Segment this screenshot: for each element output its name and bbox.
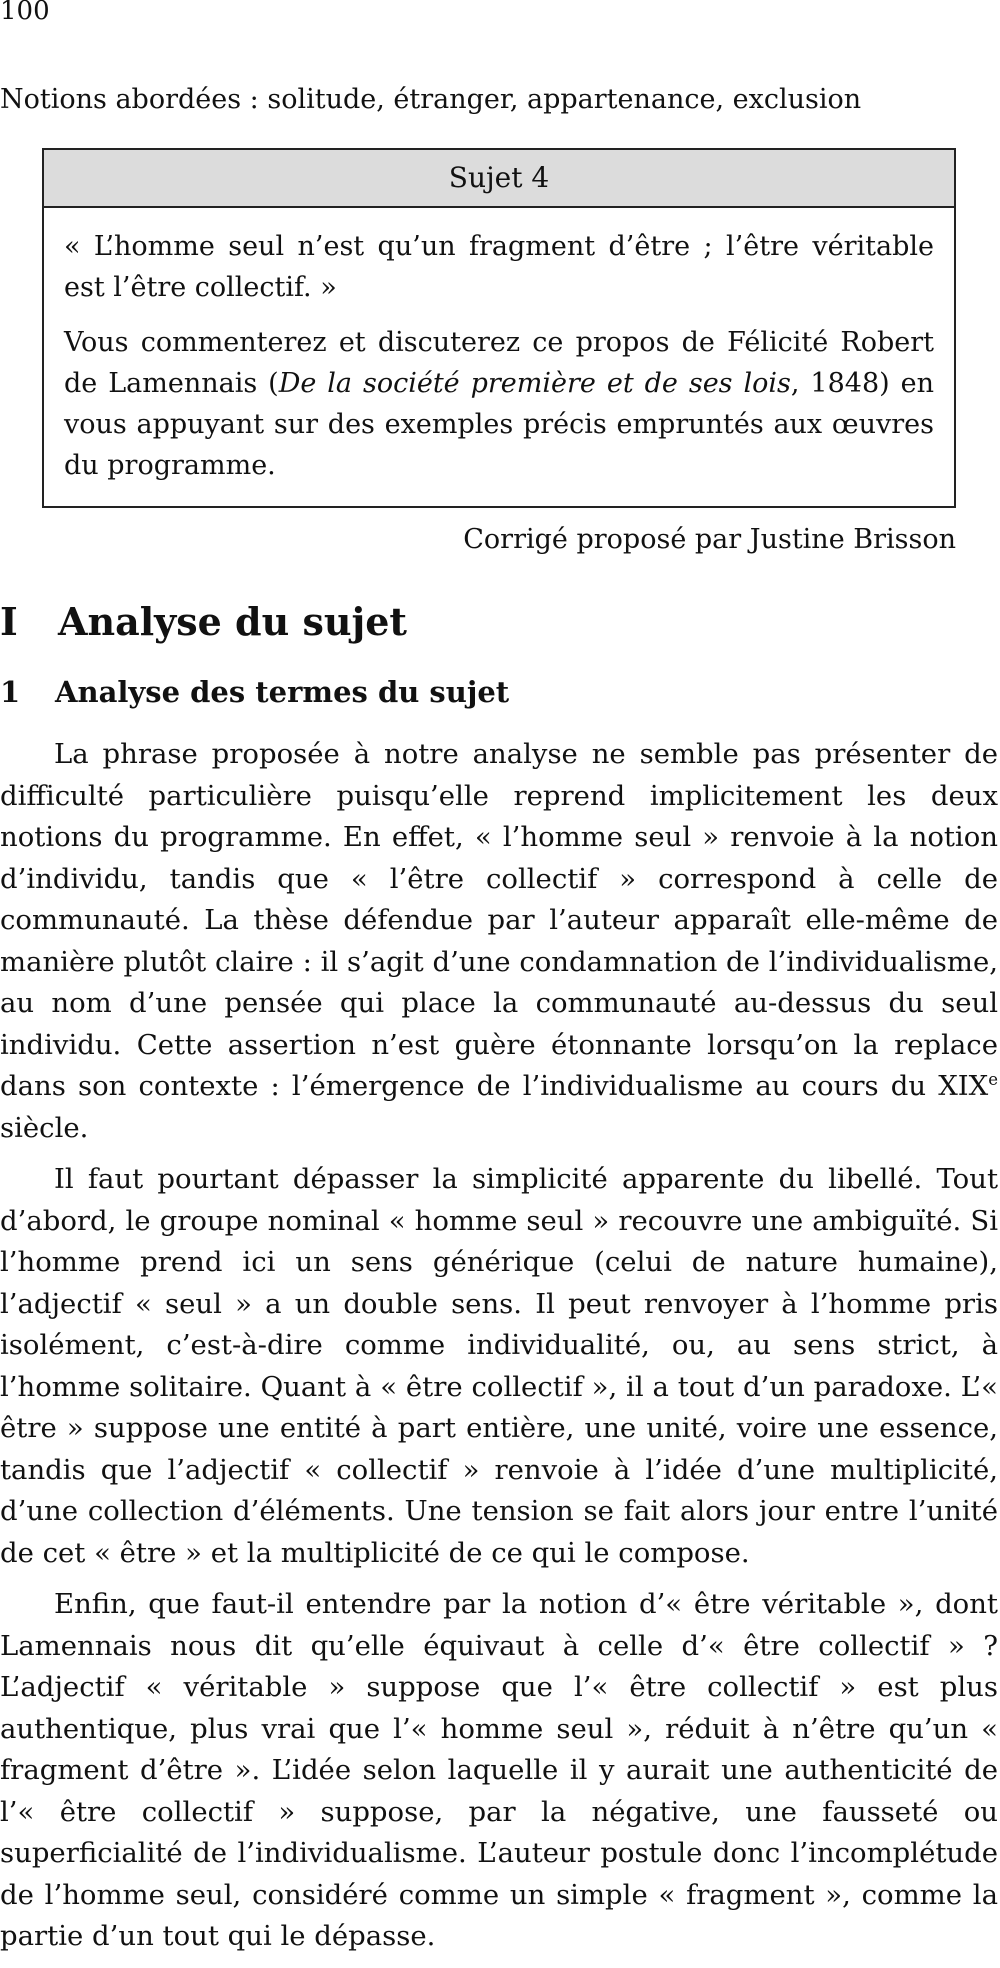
subject-title: Sujet 4 xyxy=(44,150,954,208)
subsection-title: Analyse des termes du sujet xyxy=(55,675,510,709)
section-heading xyxy=(0,596,407,648)
instruction-text-before: Vous commenterez et discuterez ce propos de Félicité Robert de Lamennais ( xyxy=(64,327,934,399)
instruction-text-after: , 1848) en vous appuyant sur des exemples précis empruntés aux œuvres du programme. xyxy=(64,368,935,481)
notions-line: Notions abordées : solitude, étranger, appartenance, exclusion xyxy=(0,84,862,115)
section-title: Analyse du sujet xyxy=(58,599,407,644)
subject-box xyxy=(42,148,956,508)
paragraph-2: Il faut pourtant dépasser la simplicité apparente du libellé. Tout d’abord, le groupe nominal « homme seul » recouvre une ambiguïté. Si l’homme prend ici un sens générique (celui de nature humaine), l’adjectif « seul » a un double sens. Il peut renvoyer à l’homme pris isolément, c’est-à-dire comme individualité, ou, au sens strict, à l’homme solitaire. Quant à « être collectif », il a tout d’un paradoxe. L’« être » suppose une entité à part entière, une unité, voire une essence, tandis que l’adjectif « collectif » renvoie à l’idée d’une multiplicité, d’une collection d’éléments. Une tension se fait alors jour entre l’unité de cet « être » et la multiplicité de ce qui le compose. xyxy=(0,1163,998,1569)
subsection-number: 1 xyxy=(0,675,21,709)
paragraph-3: Enfin, que faut-il entendre par la notion d’« être véritable », dont Lamennais nous dit qu’elle équivaut à celle d’« être collectif » ? L’adjectif « véritable » suppose que l’« être collectif » est plus authentique, plus vrai que l’« homme seul », réduit à n’être qu’un « fragment d’être ». L’idée selon laquelle il y aurait une authenticité de l’« être collectif » suppose, par la négative, une fausseté ou superficialité de l’individualisme. L’auteur postule donc l’incomplétude de l’homme seul, considéré comme un simple « fragment », comme la partie d’un tout qui le dépasse. xyxy=(0,1588,998,1952)
subject-quote: « L’homme seul n’est qu’un fragment d’être ; l’être véritable est l’être collectif. » xyxy=(64,231,934,303)
section-number: I xyxy=(0,599,18,644)
subject-body xyxy=(44,208,954,486)
paragraph-1-end: siècle. xyxy=(0,1111,89,1144)
correction-credit: Corrigé proposé par Justine Brisson xyxy=(463,524,956,555)
page-number: 100 xyxy=(0,0,50,26)
subject-instruction xyxy=(64,322,934,486)
paragraph-1-text: La phrase proposée à notre analyse ne semble pas présenter de difficulté particulière puisqu’elle reprend implicitement les deux notions du programme. En effet, « l’homme seul » renvoie à la notion d’individu, tandis que « l’être collectif » correspond à celle de communauté. La thèse défendue par l’auteur apparaît elle-même de manière plutôt claire : il s’agit d’une condamnation de l’individualisme, au nom d’une pensée qui place la communauté au-dessus du seul individu. Cette assertion n’est guère étonnante lorsqu’on la replace dans son contexte : l’émergence de l’individualisme au cours du XIX xyxy=(0,738,998,1102)
body-text xyxy=(0,734,998,1968)
century-superscript: e xyxy=(988,1069,998,1089)
work-title: De la société première et de ses lois xyxy=(278,368,791,399)
paragraph-1 xyxy=(0,734,998,1149)
subsection-heading xyxy=(0,672,509,712)
